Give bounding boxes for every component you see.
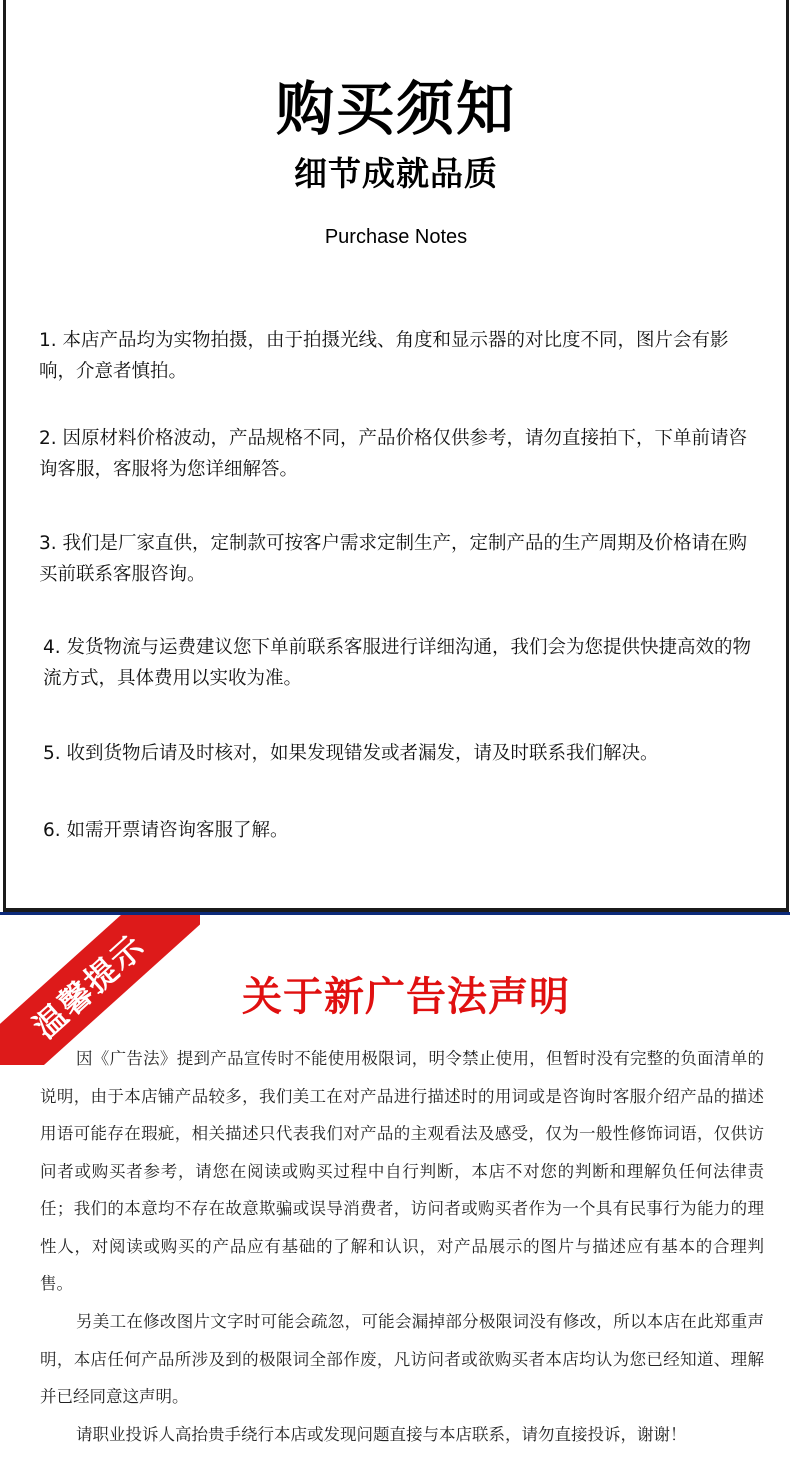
statement-paragraph-1: 因《广告法》提到产品宣传时不能使用极限词，明令禁止使用，但暂时没有完整的负面清单的说明，由于本店铺产品较多，我们美工在对产品进行描述时的用词或是咨询时客服介绍产品的描述用语可能存在瑕疵，相关描述只代表我们对产品的主观看法及感受，仅为一般性修饰词语，仅供访问者或购买者参考，请您在阅读或购买过程中自行判断，本店不对您的判断和理解负任何法律责任；我们的本意均不存在故意欺骗或误导消费者，访问者或购买者作为一个具有民事行为能力的理性人，对阅读或购买的产品应有基础的了解和认识，对产品展示的图片与描述应有基本的合理判售。	[40, 1049, 764, 1293]
note-item-1: 1. 本店产品均为实物拍摄，由于拍摄光线、角度和显示器的对比度不同，图片会有影响，介意者慎拍。	[39, 330, 729, 382]
statement-paragraph-3: 请职业投诉人高抬贵手绕行本店或发现问题直接与本店联系，请勿直接投诉，谢谢！	[76, 1425, 687, 1444]
note-item-6: 6. 如需开票请咨询客服了解。	[43, 820, 289, 841]
purchase-notes-title: 购买须知	[275, 75, 516, 143]
note-item-2: 2. 因原材料价格波动，产品规格不同，产品价格仅供参考，请勿直接拍下，下单前请咨询客服，客服将为您详细解答。	[39, 428, 748, 480]
statement-paragraph-2: 另美工在修改图片文字时可能会疏忽，可能会漏掉部分极限词没有修改，所以本店在此郑重声明，本店任何产品所涉及到的极限词全部作废，凡访问者或欲购买者本店均认为您已经知道、理解并已经同意这声明。	[40, 1312, 764, 1406]
ad-law-statement-title: 关于新广告法声明	[242, 974, 570, 1020]
note-item-5: 5. 收到货物后请及时核对，如果发现错发或者漏发，请及时联系我们解决。	[43, 743, 659, 764]
note-item-3: 3. 我们是厂家直供，定制款可按客户需求定制生产，定制产品的生产周期及价格请在购买前联系客服咨询。	[39, 533, 748, 585]
ribbon-label: 温馨提示	[26, 926, 153, 1047]
purchase-notes-panel	[3, 0, 789, 912]
note-item-4: 4. 发货物流与运费建议您下单前联系客服进行详细沟通，我们会为您提供快捷高效的物流方式，具体费用以实收为准。	[43, 637, 752, 689]
purchase-notes-english-title: Purchase Notes	[324, 226, 468, 248]
purchase-notes-subtitle: 细节成就品质	[294, 154, 498, 193]
